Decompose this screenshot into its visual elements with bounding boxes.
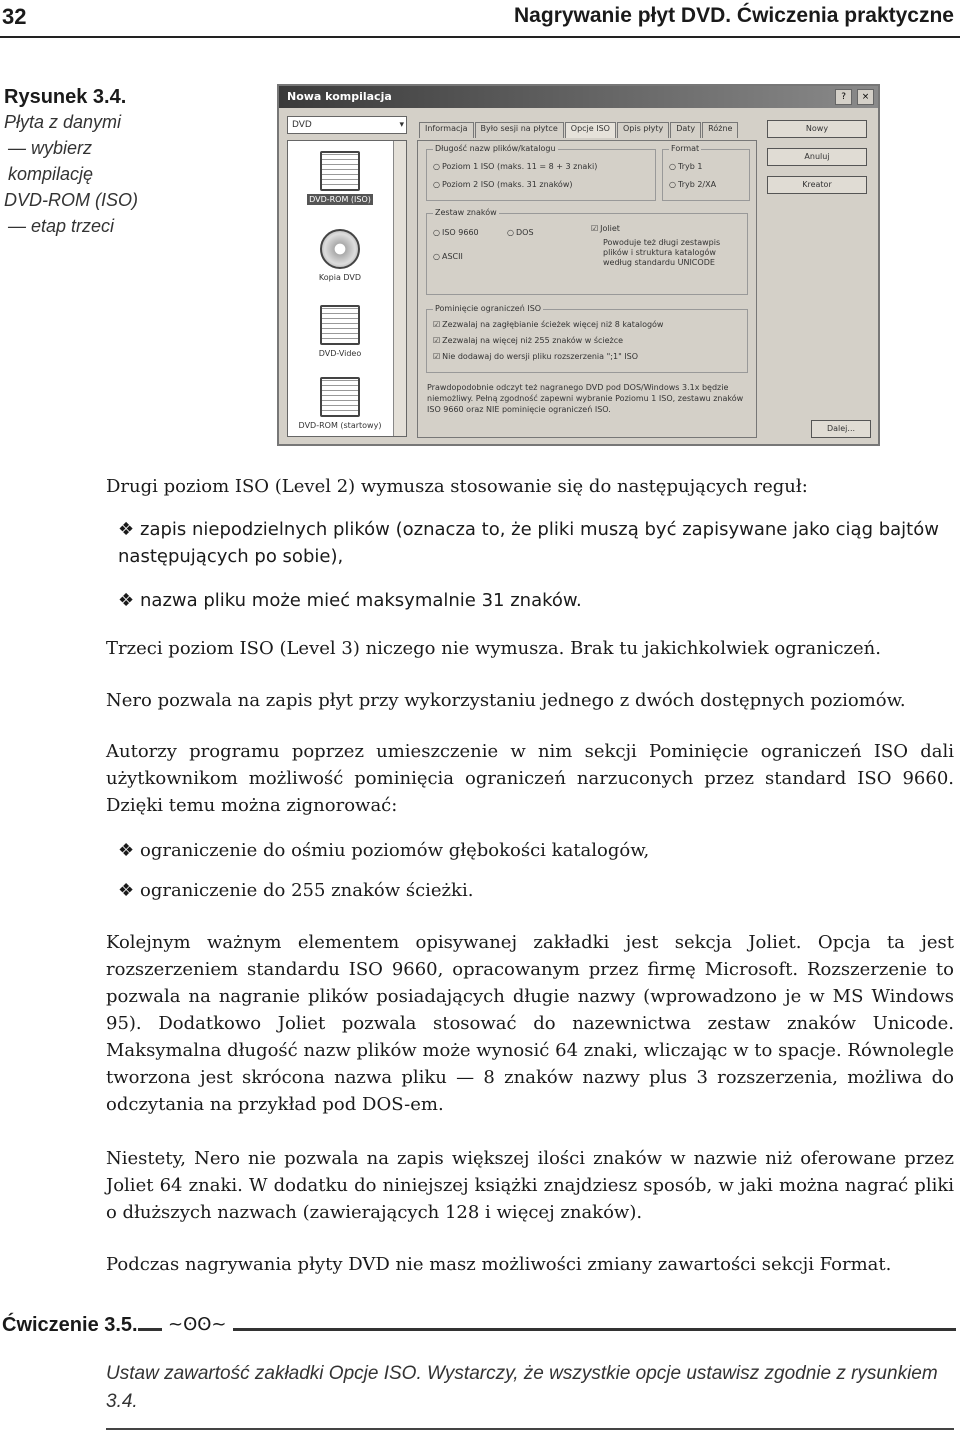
filename-length-group: [426, 144, 656, 201]
format-group: [662, 144, 750, 201]
figure-label: Rysunek 3.4.: [4, 86, 127, 108]
list-item: [118, 837, 954, 864]
dvd-video-icon: [320, 305, 360, 345]
bottom-rule: [106, 1428, 954, 1430]
list-item[interactable]: [288, 305, 392, 358]
wizard-button[interactable]: Kreator: [767, 176, 867, 194]
caption-line: — etap trzeci: [8, 216, 115, 236]
tab-disc-label[interactable]: Opis płyty: [617, 122, 669, 138]
dialog-title: Nowa kompilacja: [287, 90, 392, 103]
list-item-label: DVD-ROM (ISO): [309, 195, 371, 204]
new-button[interactable]: Nowy: [767, 120, 867, 138]
paragraph: Autorzy programu poprzez umieszczenie w nim sekcji Pominięcie ograniczeń ISO dali użytkownikom możliwość pominięcia ograniczeń narzuconych przez standard ISO 9660. Dzięki temu można zignorować:: [106, 741, 954, 816]
dos-radio[interactable]: ○ DOS: [507, 228, 534, 237]
tab-misc[interactable]: Różne: [702, 122, 738, 138]
close-icon[interactable]: ×: [857, 89, 874, 105]
paragraph: Nero pozwala na zapis płyt przy wykorzystaniu jednego z dwóch dostępnych poziomów.: [106, 690, 906, 711]
cancel-button[interactable]: Anuluj: [767, 148, 867, 166]
list-item-label: DVD-Video: [318, 349, 362, 358]
figure-caption: [4, 86, 174, 239]
exercise-text: Ustaw zawartość zakładki Opcje ISO. Wystarczy, że wszystkie opcje ustawisz zgodnie z rysunkiem 3.4.: [106, 1363, 938, 1412]
bullet-diamond-icon: ❖: [118, 840, 135, 861]
joliet-note: Powoduje też długi zestawpis plików i struktura katalogów według standardu UNICODE: [603, 238, 721, 267]
paragraph: Drugi poziom ISO (Level 2) wymusza stosowanie się do następujących reguł:: [106, 476, 808, 497]
media-combo[interactable]: DVD ▾: [287, 116, 407, 134]
group-title: Zestaw znaków: [435, 208, 497, 217]
compilation-list: [287, 140, 407, 437]
charset-group: [426, 208, 748, 295]
caption-line: Płyta z danymi: [4, 112, 122, 132]
exercise-rule: [138, 1328, 956, 1331]
level1-radio[interactable]: ○ Poziom 1 ISO (maks. 11 = 8 + 3 znaki): [433, 162, 597, 171]
tab-info[interactable]: Informacja: [419, 122, 474, 138]
dvd-rom-iso-icon: [320, 151, 360, 191]
group-title: Pominięcie ograniczeń ISO: [435, 304, 542, 313]
relax-version-checkbox[interactable]: ☑ Nie dodawaj do wersji pliku rozszerzenia ";1" ISO: [433, 352, 638, 361]
mode2-radio[interactable]: ○ Tryb 2/XA: [669, 180, 716, 189]
tab-dates[interactable]: Daty: [670, 122, 701, 138]
list-item: [118, 587, 954, 614]
paragraph: Podczas nagrywania płyty DVD nie masz możliwości zmiany zawartości sekcji Format.: [106, 1254, 892, 1275]
ascii-radio[interactable]: ○ ASCII: [433, 252, 463, 261]
page-number: 32: [2, 4, 27, 29]
joliet-checkbox[interactable]: ☑ Joliet: [591, 224, 620, 233]
group-title: Format: [671, 144, 700, 153]
paragraph: Trzeci poziom ISO (Level 3) niczego nie wymusza. Brak tu jakichkolwiek ograniczeń.: [106, 638, 881, 659]
list-item-label: DVD-ROM (startowy): [298, 421, 382, 430]
dvd-rom-boot-icon: [320, 377, 360, 417]
disc-icon: [320, 229, 360, 269]
iso9660-radio[interactable]: ○ ISO 9660: [433, 228, 479, 237]
scrollbar[interactable]: [393, 141, 406, 436]
list-item[interactable]: [288, 229, 392, 282]
relax-path-checkbox[interactable]: ☑ Zezwalaj na więcej niż 255 znaków w ścieżce: [433, 336, 623, 345]
tab-multisession[interactable]: Było sesji na płytce: [475, 122, 564, 138]
ornament-icon: ~ʘʘ~: [162, 1314, 233, 1335]
bullet-diamond-icon: ❖: [118, 880, 135, 901]
running-title: Nagrywanie płyt DVD. Ćwiczenia praktyczne: [514, 4, 954, 27]
list-item-text: ograniczenie do ośmiu poziomów głębokości katalogów,: [140, 840, 650, 861]
relax-depth-checkbox[interactable]: ☑ Zezwalaj na zagłębianie ścieżek więcej niż 8 katalogów: [433, 320, 663, 329]
help-icon[interactable]: ?: [835, 89, 852, 105]
level2-radio[interactable]: ○ Poziom 2 ISO (maks. 31 znaków): [433, 180, 572, 189]
dialog-titlebar: [279, 86, 878, 108]
exercise-label: Ćwiczenie 3.5.: [2, 1314, 138, 1336]
page-header: [0, 0, 960, 38]
more-button[interactable]: Dalej...: [811, 420, 871, 438]
caption-line: DVD-ROM (ISO): [4, 190, 138, 210]
list-item-text: zapis niepodzielnych plików (oznacza to, że pliki muszą być zapisywane jako ciąg bajtów następujących po sobie),: [118, 519, 939, 567]
bullet-diamond-icon: ❖: [118, 590, 135, 611]
tab-iso-options[interactable]: Opcje ISO: [565, 122, 616, 138]
list-item-text: nazwa pliku może mieć maksymalnie 31 znaków.: [140, 590, 582, 611]
bullet-diamond-icon: ❖: [118, 519, 135, 540]
dialog-buttons: [767, 120, 867, 204]
exercise-header: [2, 1314, 958, 1337]
list-item[interactable]: [288, 377, 392, 430]
list-item-label: Kopia DVD: [318, 273, 362, 282]
caption-line: — wybierz kompilację: [8, 138, 94, 184]
paragraph: Niestety, Nero nie pozwala na zapis większej ilości znaków w nazwie niż oferowane przez Joliet 64 znaki. W dodatku do niniejszej książki znajdziesz sposób, w jaki można nagrać pliki o dłuższych nazwach (zawierających 128 i więcej znaków).: [106, 1148, 954, 1223]
list-item: [118, 877, 954, 904]
mode1-radio[interactable]: ○ Tryb 1: [669, 162, 702, 171]
list-item: [118, 516, 954, 570]
paragraph: Kolejnym ważnym elementem opisywanej zakładki jest sekcja Joliet. Opcja ta jest rozszerzeniem standardu ISO 9660, opracowanym przez firmę Microsoft. Rozszerzenie to pozwala na nagranie plików posiadających długie nazwy (wprowadzono je w MS Windows 95). Dodatkowo Joliet pozwala stosować do nazewnictwa zestaw znaków Unicode. Maksymalna długość nazw plików może wynosić 64 znaki, wliczając w to spacje. Równolegle tworzona jest skrócona nazwa pliku — 8 znaków nazwy plus 3 rozszerzenia, możliwa do odczytania na przykład pod DOS-em.: [106, 932, 954, 1115]
relax-iso-group: [426, 304, 748, 373]
group-title: Długość nazw plików/katalogu: [435, 144, 556, 153]
list-item[interactable]: [288, 151, 392, 204]
tab-bar: [419, 122, 739, 138]
new-compilation-dialog-screenshot: [277, 84, 880, 446]
compatibility-info: Prawdopodobnie odczyt też nagranego DVD pod DOS/Windows 3.1x będzie niemożliwy. Pełną zgodność zapewni wybranie Poziomu 1 ISO, zestawu znaków ISO 9660 oraz NIE pominięcie ograniczeń ISO.: [427, 383, 744, 414]
list-item-text: ograniczenie do 255 znaków ścieżki.: [140, 880, 474, 901]
compilation-type-panel: [287, 116, 407, 441]
